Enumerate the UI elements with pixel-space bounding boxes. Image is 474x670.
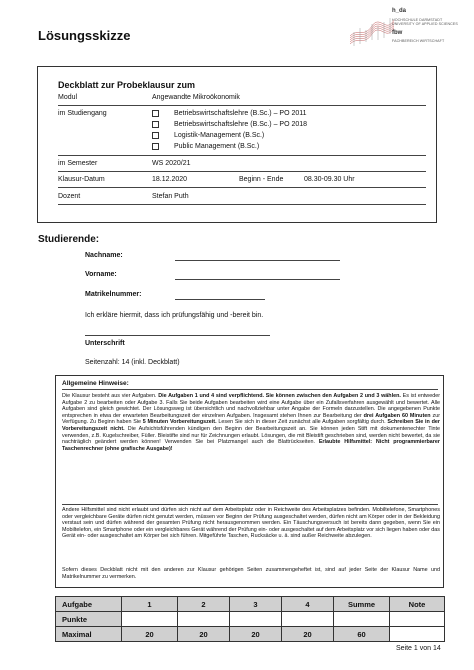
maximal-cell: 20	[282, 627, 334, 642]
cover-title: Deckblatt zur Probeklausur zum	[58, 80, 196, 90]
logo-line1: HOCHSCHULE DARMSTADT	[392, 18, 443, 22]
modul-label: Modul	[58, 94, 78, 101]
matrikel-label: Matrikelnummer:	[85, 291, 142, 298]
cover-box	[37, 66, 437, 223]
checkbox-studiengang-4[interactable]	[152, 143, 159, 150]
maximal-cell: 60	[334, 627, 390, 642]
table-row	[56, 627, 445, 642]
punkte-cell[interactable]	[230, 612, 282, 627]
declaration-text: Ich erkläre hiermit, dass ich prüfungsfähig und -bereit bin.	[85, 312, 264, 319]
divider	[62, 504, 438, 505]
punkte-label: Punkte	[56, 612, 122, 627]
page-title: Lösungsskizze	[38, 28, 131, 43]
table-header-cell: 3	[230, 597, 282, 612]
logo-fbw: fbw	[392, 30, 403, 36]
notes-paragraph-2: Andere Hilfsmittel sind nicht erlaubt und dürfen sich nicht auf dem Arbeitsplatz oder in Reichweite des Arbeitsplatzes befinden. Mobiltelefone, Smartphones oder vergleichbare Geräte dürfen nicht genutzt werden, müssen vor Beginn der Prüfung ausgeschaltet werden, dürfen nicht am Körper oder in der Bekleidung verstaut sein und dürfen während der gesamten Prüfung nicht herausgenommen werden. Ein Täuschungsversuch ist bereits dann gegeben, wenn Sie ein Mobiltelefon, ein Smartphone oder ein vergleichbares Gerät während der Prüfung ein- oder ausgeschaltet auf dem Arbeitsplatz vor sich liegen haben oder das Gerät ein- oder ausgeschaltet am Körper bei sich führen. Mitgeführte Taschen, Rucksäcke u. ä. sind außer Reichweite abzulegen.	[62, 507, 440, 540]
table-header-cell: 4	[282, 597, 334, 612]
logo-hda: h_da	[392, 8, 407, 14]
punkte-cell[interactable]	[282, 612, 334, 627]
maximal-cell: 20	[122, 627, 178, 642]
divider	[58, 155, 426, 156]
matrikel-field[interactable]	[175, 299, 265, 300]
signature-line[interactable]	[85, 335, 270, 336]
table-header-row	[56, 597, 445, 612]
logo-line3: FACHBEREICH WIRTSCHAFT	[392, 39, 445, 43]
divider	[58, 187, 426, 188]
table-header-cell: Summe	[334, 597, 390, 612]
checkbox-studiengang-2[interactable]	[152, 121, 159, 128]
zeit-value: 08.30-09.30 Uhr	[304, 176, 355, 183]
zeit-label: Beginn - Ende	[239, 176, 284, 183]
datum-value: 18.12.2020	[152, 176, 188, 183]
studiengang-option-3: Logistik-Management (B.Sc.)	[174, 132, 265, 139]
semester-value: WS 2020/21	[152, 160, 191, 167]
notes-paragraph-3: Sofern dieses Deckblatt nicht mit den anderen zur Klausur gehörigen Seiten zusammengeheftet ist, sind auf jeder Seite der Klausur Name und Matrikelnummer zu vermerken.	[62, 567, 440, 580]
table-row	[56, 612, 445, 627]
studiengang-option-2: Betriebswirtschaftslehre (B.Sc.) – PO 2018	[174, 121, 308, 128]
maximal-cell: 20	[178, 627, 230, 642]
dozent-label: Dozent	[58, 193, 81, 200]
checkbox-studiengang-3[interactable]	[152, 132, 159, 139]
divider	[58, 105, 426, 106]
table-header-cell: Note	[390, 597, 445, 612]
general-notes-box	[55, 375, 444, 588]
dozent-value: Stefan Puth	[152, 193, 189, 200]
university-logo	[350, 4, 470, 52]
vorname-field[interactable]	[175, 279, 340, 280]
note-cell[interactable]	[390, 627, 445, 642]
divider	[62, 389, 438, 390]
punkte-cell[interactable]	[178, 612, 230, 627]
page-count: Seitenzahl: 14 (inkl. Deckblatt)	[85, 359, 180, 366]
page-number: Seite 1 von 14	[396, 645, 441, 652]
table-header-cell: 1	[122, 597, 178, 612]
nachname-label: Nachname:	[85, 252, 123, 259]
datum-label: Klausur-Datum	[58, 176, 105, 183]
table-header-cell: 2	[178, 597, 230, 612]
logo-wave-icon	[350, 10, 394, 50]
checkbox-studiengang-1[interactable]	[152, 110, 159, 117]
notes-title: Allgemeine Hinweise:	[62, 380, 129, 387]
signature-label: Unterschrift	[85, 340, 125, 347]
divider	[58, 171, 426, 172]
modul-value: Angewandte Mikroökonomik	[152, 94, 240, 101]
note-cell[interactable]	[390, 612, 445, 627]
logo-line2: UNIVERSITY OF APPLIED SCIENCES	[392, 22, 458, 26]
nachname-field[interactable]	[175, 260, 340, 261]
punkte-cell[interactable]	[334, 612, 390, 627]
student-heading: Studierende:	[38, 234, 100, 245]
studiengang-label: im Studiengang	[58, 110, 107, 117]
punkte-cell[interactable]	[122, 612, 178, 627]
table-header-cell: Aufgabe	[56, 597, 122, 612]
semester-label: im Semester	[58, 160, 98, 167]
studiengang-option-1: Betriebswirtschaftslehre (B.Sc.) – PO 2011	[174, 110, 307, 117]
notes-paragraph-1: Die Klausur besteht aus vier Aufgaben. Die Aufgaben 1 und 4 sind verpflichtend. Sie können zwischen den Aufgaben 2 und 3 wählen. Es ist entweder Aufgabe 2 zu bearbeiten oder Aufgabe 3. Falls Sie beide Aufgaben bearbeiten wird eine Aufgabe über ein Zufallsverfahren ausgewählt und bewertet. Alle Aufgaben sind gleich gewichtet. Der Lösungsweg ist übersichtlich und nachvollziehbar unter Angabe der Formeln darzustellen. Die angegebenen Punkte entsprechen in etwa der erwarteten Bearbeitungszeit der einzelnen Aufgaben. Insgesamt stehen Ihnen zur Bearbeitung der drei Aufgaben 60 Minuten zur Verfügung. Zu Beginn haben Sie 5 Minuten Vorbereitungszeit. Lesen Sie sich in dieser Zeit zunächst alle Aufgaben sorgfältig durch. Schreiben Sie in der Vorbereitungszeit nicht. Die Aufsichtsführenden kündigen den Beginn der Bearbeitungszeit an. Sie können jeden Stift mit dokumentenechter Tinte verwenden, z.B. Kugelschreiber, Füller. Bleistifte sind nur für Zeichnungen erlaubt. Lösungen, die mit Bleistift geschrieben sind, werden nicht bewertet, da sie nachträglich geändert werden können! Verwenden Sie bei Platzmangel auch die Blattrückseiten. Erlaubte Hilfsmittel: Nicht programmierbarer Taschenrechner (ohne grafische Ausgabe)!	[62, 393, 441, 452]
studiengang-option-4: Public Management (B.Sc.)	[174, 143, 260, 150]
maximal-cell: 20	[230, 627, 282, 642]
divider	[58, 204, 426, 205]
maximal-label: Maximal	[56, 627, 122, 642]
vorname-label: Vorname:	[85, 271, 117, 278]
grade-table	[55, 596, 445, 642]
